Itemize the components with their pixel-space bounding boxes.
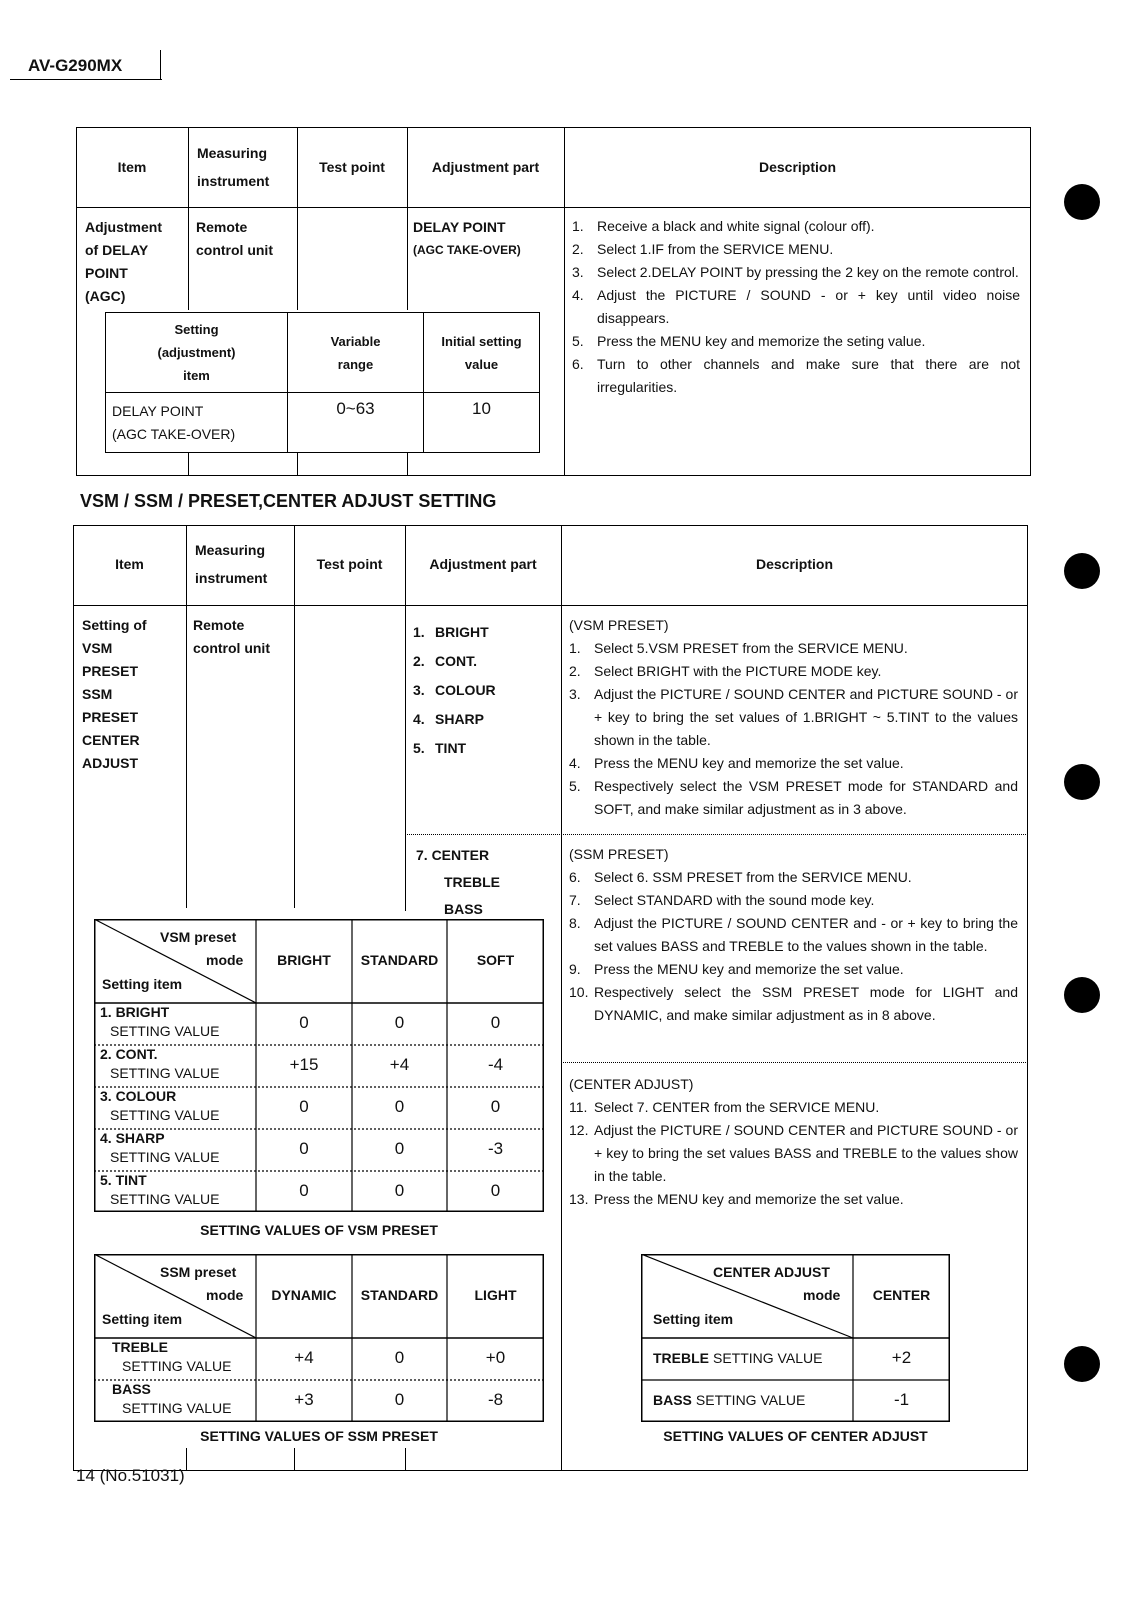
step-text: Adjust the PICTURE / SOUND CENTER and - or + key to bring the set values BASS and TREBLE to the values shown in the table. xyxy=(594,915,1018,954)
description-step xyxy=(569,752,1018,775)
setting-row-sub: SETTING VALUE xyxy=(122,1400,232,1416)
setting-value: +4 xyxy=(389,1055,410,1074)
description-step xyxy=(569,866,1018,889)
delay-adjustment-part: DELAY POINT (AGC TAKE-OVER) xyxy=(413,219,521,257)
setting-row-sub: SETTING VALUE xyxy=(110,1107,220,1123)
center-row-sub: SETTING VALUE xyxy=(713,1350,823,1366)
binder-hole xyxy=(1064,1346,1100,1382)
part-number: 4. xyxy=(413,711,425,727)
header-measuring-instrument: Measuring instrument xyxy=(195,542,268,586)
binder-hole xyxy=(1064,553,1100,589)
step-text: Select 6. SSM PRESET from the SERVICE MENU. xyxy=(594,869,912,885)
vsm-col-standard: STANDARD xyxy=(360,952,439,968)
part-label: COLOUR xyxy=(435,682,496,698)
description-step xyxy=(572,238,1020,261)
description-step xyxy=(569,1188,1018,1211)
description-step xyxy=(569,660,1018,683)
center-value: -1 xyxy=(893,1390,910,1409)
center-row-label xyxy=(653,1350,822,1366)
ssm-corner-bottom: Setting item xyxy=(102,1311,183,1327)
delay-setting-table xyxy=(105,312,540,453)
setting-row-sub: SETTING VALUE xyxy=(110,1023,220,1039)
setting-value: 0 xyxy=(394,1181,405,1200)
header-measuring-instrument: Measuring instrument xyxy=(197,145,270,189)
step-text: Select 1.IF from the SERVICE MENU. xyxy=(597,241,834,257)
step-text: Select STANDARD with the sound mode key. xyxy=(594,892,875,908)
center-row-name: TREBLE xyxy=(653,1350,709,1366)
setting-row-label: 4. SHARP xyxy=(100,1130,165,1146)
step-text: Adjust the PICTURE / SOUND CENTER and PICTURE SOUND - or + key to bring the set values BASS and TREBLE to the values show in the table. xyxy=(594,1122,1018,1184)
setting-value: 0 xyxy=(394,1390,405,1409)
setting-value: 0 xyxy=(299,1097,309,1116)
delay-item: Adjustment of DELAY POINT (AGC) xyxy=(85,219,162,304)
step-number: 9. xyxy=(569,961,581,977)
setting-value: +3 xyxy=(294,1390,314,1409)
center-adjust-title: (CENTER ADJUST) xyxy=(569,1076,694,1092)
description-step xyxy=(569,1096,1018,1119)
setting-value: 0 xyxy=(394,1348,405,1367)
setting-value: 0 xyxy=(394,1139,405,1158)
vsm-table-caption: SETTING VALUES OF VSM PRESET xyxy=(200,1222,438,1238)
center-corner-mid: mode xyxy=(803,1287,841,1303)
setting-value: -4 xyxy=(487,1055,504,1074)
header-adjustment-part: Adjustment part xyxy=(431,159,540,175)
description-step xyxy=(572,261,1020,284)
step-number: 6. xyxy=(569,869,581,885)
vsm-item-line: SSM xyxy=(82,686,113,702)
center-corner-top: CENTER ADJUST xyxy=(713,1264,830,1280)
vsm-corner-bottom: Setting item xyxy=(102,976,183,992)
description-step xyxy=(572,330,1020,353)
part-label: CONT. xyxy=(435,653,477,669)
ssm-corner-top: SSM preset xyxy=(160,1264,237,1280)
setting-value: 0 xyxy=(490,1181,501,1200)
step-number: 2. xyxy=(572,241,584,257)
header-test-point: Test point xyxy=(316,556,383,572)
center-table-caption: SETTING VALUES OF CENTER ADJUST xyxy=(663,1428,928,1444)
delay-initial-value: 10 xyxy=(424,393,540,453)
header-adjustment-part: Adjustment part xyxy=(429,556,537,572)
part-label: BRIGHT xyxy=(435,624,489,640)
step-text: Press the MENU key and memorize the set value. xyxy=(594,755,904,771)
vsm-item-line: PRESET xyxy=(82,663,139,679)
setting-value: +15 xyxy=(289,1055,319,1074)
setting-value: 0 xyxy=(299,1013,309,1032)
part-number: 2. xyxy=(413,653,425,669)
header-tick xyxy=(160,50,161,80)
binder-hole xyxy=(1064,977,1100,1013)
setting-item-header: Setting (adjustment) item xyxy=(106,313,288,393)
center-adjustment-parts: 7. CENTER TREBLE BASS xyxy=(416,847,500,917)
vsm-corner-mid: mode xyxy=(206,952,244,968)
step-text: Turn to other channels and make sure that there are not irregularities. xyxy=(597,356,1020,395)
setting-row-sub: SETTING VALUE xyxy=(110,1065,220,1081)
center-description xyxy=(569,1073,1018,1211)
vsm-item-line: ADJUST xyxy=(82,755,139,771)
setting-value: +0 xyxy=(485,1348,506,1367)
vsm-item-line: Setting of xyxy=(82,617,147,633)
vsm-corner-top: VSM preset xyxy=(160,929,237,945)
header-description: Description xyxy=(758,159,836,175)
initial-value-header: Initial setting value xyxy=(424,313,540,393)
center-row-label xyxy=(653,1392,805,1408)
step-number: 3. xyxy=(572,264,584,280)
vsm-col-soft: SOFT xyxy=(476,952,515,968)
setting-row-label: 1. BRIGHT xyxy=(100,1004,170,1020)
step-text: Press the MENU key and memorize the set value. xyxy=(594,1191,904,1207)
ssm-description xyxy=(569,843,1018,1027)
vsm-preset-title: (VSM PRESET) xyxy=(569,617,669,633)
description-step xyxy=(569,958,1018,981)
setting-row-sub: SETTING VALUE xyxy=(110,1149,220,1165)
setting-value: 0 xyxy=(394,1097,405,1116)
center-row-sub: SETTING VALUE xyxy=(695,1392,806,1408)
vsm-col-bright: BRIGHT xyxy=(277,952,331,968)
step-number: 7. xyxy=(569,892,581,908)
header-item: Item xyxy=(117,159,147,175)
ssm-col-dynamic: DYNAMIC xyxy=(271,1287,337,1303)
adjustment-part-item xyxy=(413,618,496,647)
center-row-name: BASS xyxy=(653,1392,692,1408)
step-number: 1. xyxy=(569,640,581,656)
setting-value: -3 xyxy=(487,1139,504,1158)
part-number: 3. xyxy=(413,682,425,698)
step-number: 8. xyxy=(569,915,581,931)
description-step xyxy=(569,683,1018,752)
step-text: Press the MENU key and memorize the set value. xyxy=(594,961,904,977)
step-text: Press the MENU key and memorize the seting value. xyxy=(597,333,926,349)
description-step xyxy=(569,981,1018,1027)
setting-row-sub: SETTING VALUE xyxy=(110,1191,220,1207)
step-text: Select 7. CENTER from the SERVICE MENU. xyxy=(594,1099,880,1115)
step-number: 11. xyxy=(569,1099,588,1115)
document-id: AV-G290MX xyxy=(28,56,123,75)
setting-value: 0 xyxy=(394,1013,405,1032)
step-number: 13. xyxy=(569,1191,589,1207)
part-number: 1. xyxy=(413,624,425,640)
setting-value: 0 xyxy=(490,1013,501,1032)
setting-row-label: 2. CONT. xyxy=(100,1046,158,1062)
setting-value: 0 xyxy=(299,1139,309,1158)
vsm-item-line: PRESET xyxy=(82,709,139,725)
step-number: 2. xyxy=(569,663,581,679)
step-number: 10. xyxy=(569,984,589,1000)
header-underline xyxy=(10,79,162,80)
adjustment-part-item xyxy=(413,705,496,734)
description-step xyxy=(569,775,1018,821)
description-step xyxy=(569,637,1018,660)
center-corner-bottom: Setting item xyxy=(653,1311,734,1327)
description-step xyxy=(569,889,1018,912)
description-step xyxy=(572,353,1020,399)
step-number: 1. xyxy=(572,218,584,234)
setting-row-label: 5. TINT xyxy=(100,1172,147,1188)
binder-hole xyxy=(1064,184,1100,220)
step-text: Select 5.VSM PRESET from the SERVICE MENU. xyxy=(594,640,908,656)
part-label: SHARP xyxy=(435,711,485,727)
vsm-item xyxy=(82,614,147,775)
ssm-col-standard: STANDARD xyxy=(360,1287,439,1303)
description-step xyxy=(572,215,1020,238)
description-step xyxy=(572,284,1020,330)
center-col-center: CENTER xyxy=(872,1287,931,1303)
vsm-item-line: CENTER xyxy=(82,732,140,748)
page-number: 14 (No.51031) xyxy=(76,1466,185,1485)
delay-instrument: Remote control unit xyxy=(196,219,273,258)
part-label: TINT xyxy=(435,740,467,756)
step-text: Adjust the PICTURE / SOUND CENTER and PICTURE SOUND - or + key to bring the set values of 1.BRIGHT ~ 5.TINT to the values shown in the table. xyxy=(594,686,1018,748)
step-number: 3. xyxy=(569,686,581,702)
setting-value: -8 xyxy=(487,1390,504,1409)
setting-row-sub: SETTING VALUE xyxy=(122,1358,232,1374)
delay-variable-range: 0~63 xyxy=(288,393,424,453)
variable-range-header: Variable range xyxy=(288,313,424,393)
center-adjust-values-table xyxy=(641,1254,950,1422)
ssm-preset-values-table xyxy=(94,1254,544,1422)
header-test-point: Test point xyxy=(319,159,385,175)
step-text: Select BRIGHT with the PICTURE MODE key. xyxy=(594,663,882,679)
setting-value: +4 xyxy=(294,1348,314,1367)
step-number: 4. xyxy=(569,755,581,771)
vsm-instrument: Remote control unit xyxy=(193,617,270,656)
step-number: 5. xyxy=(572,333,584,349)
section-title: VSM / SSM / PRESET,CENTER ADJUST SETTING xyxy=(80,491,497,511)
ssm-corner-mid: mode xyxy=(206,1287,244,1303)
step-text: Select 2.DELAY POINT by pressing the 2 key on the remote control. xyxy=(597,264,1019,280)
header-description: Description xyxy=(755,556,833,572)
part-number: 5. xyxy=(413,740,425,756)
setting-row-label: 3. COLOUR xyxy=(100,1088,177,1104)
ssm-table-caption: SETTING VALUES OF SSM PRESET xyxy=(200,1428,438,1444)
vsm-description xyxy=(569,614,1018,821)
setting-row-label: TREBLE xyxy=(112,1339,168,1355)
vsm-item-line: VSM xyxy=(82,640,113,656)
step-text: Adjust the PICTURE / SOUND - or + key until video noise disappears. xyxy=(597,287,1020,326)
center-value: +2 xyxy=(891,1348,912,1367)
adjustment-part-item xyxy=(413,734,496,763)
setting-row-label: BASS xyxy=(112,1381,151,1397)
step-text: Respectively select the VSM PRESET mode for STANDARD and SOFT, and make similar adjustment as in 3 above. xyxy=(594,778,1018,817)
step-number: 5. xyxy=(569,778,581,794)
step-number: 6. xyxy=(572,356,584,372)
adjustment-part-item xyxy=(413,647,496,676)
step-number: 4. xyxy=(572,287,584,303)
step-number: 12. xyxy=(569,1122,589,1138)
step-text: Receive a black and white signal (colour off). xyxy=(597,218,875,234)
description-step xyxy=(569,912,1018,958)
setting-value: 0 xyxy=(299,1181,309,1200)
adjustment-part-item xyxy=(413,676,496,705)
delay-description xyxy=(572,215,1020,399)
binder-hole xyxy=(1064,764,1100,800)
vsm-preset-values-table xyxy=(94,919,544,1212)
description-step xyxy=(569,1119,1018,1188)
step-text: Respectively select the SSM PRESET mode for LIGHT and DYNAMIC, and make similar adjustment as in 8 above. xyxy=(594,984,1018,1023)
setting-value: 0 xyxy=(490,1097,501,1116)
delay-point-item: DELAY POINT (AGC TAKE-OVER) xyxy=(106,393,288,453)
vsm-adjustment-parts xyxy=(413,618,496,763)
ssm-col-light: LIGHT xyxy=(474,1287,517,1303)
header-item: Item xyxy=(115,556,144,572)
ssm-preset-title: (SSM PRESET) xyxy=(569,846,669,862)
